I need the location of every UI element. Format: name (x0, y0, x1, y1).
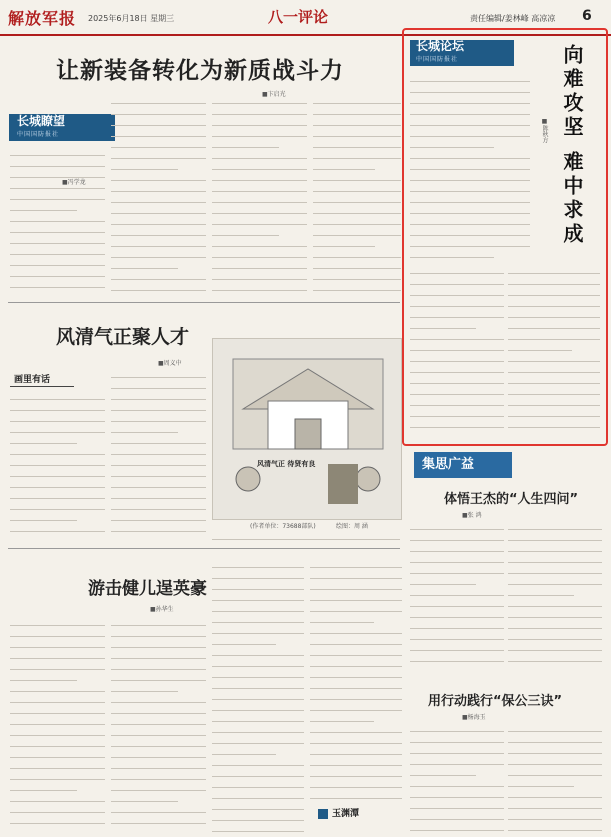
changcheng-text-col-1 (410, 74, 530, 260)
jisi-headline: 体悟王杰的“人生四问” (444, 492, 579, 507)
xingdong-text-col-2 (508, 724, 602, 832)
fengqi-text-col-2 (111, 370, 206, 537)
youji-headline: 游击健儿逞英豪 (88, 579, 207, 599)
divider (8, 302, 400, 303)
main-text-col-4 (313, 96, 401, 298)
star-icon (318, 809, 328, 819)
youji-byline: ■孙华生 (150, 606, 174, 613)
youji-text-col-2 (111, 618, 206, 832)
main-text-col-2 (111, 96, 206, 298)
changcheng-headline: 向难攻坚 难中求成 (560, 44, 584, 247)
cartoon-sign: 风清气正 待贤有良 (257, 460, 316, 468)
kicker-changcheng-luntan (410, 40, 514, 66)
kicker-label: 长城瞭望 (17, 114, 66, 128)
changcheng-text-col-2 (410, 266, 504, 436)
editors: 责任编辑/姜林峰 高凉凉 (470, 14, 556, 23)
jisi-byline: ■张 鸿 (462, 512, 482, 519)
fengqi-text-bottom (212, 532, 400, 546)
yuyuantan-label (318, 806, 398, 824)
jisi-text-col-2 (508, 522, 602, 672)
section-title: 八一评论 (268, 8, 329, 26)
cartoon-caption: (作者单位：73688部队) (250, 523, 316, 530)
kicker-sublabel: 中国国防报社 (416, 56, 459, 63)
xingdong-byline: ■杨海玉 (462, 714, 486, 721)
issue-date: 2025年6月18日 星期三 (88, 14, 175, 23)
changcheng-text-col-3 (508, 266, 600, 436)
youji-text-col-1 (10, 618, 105, 832)
fengqi-text-col-1 (10, 392, 105, 537)
fengqi-headline: 风清气正聚人才 (56, 326, 190, 348)
main-byline: ■卞启光 (262, 91, 286, 98)
editorial-cartoon (212, 338, 402, 520)
jisi-text-col-1 (410, 522, 504, 672)
yuyuantan-text: 玉渊潭 (332, 809, 360, 819)
banner-jisi-guangyi: 集思广益 (414, 452, 512, 478)
chengzhou-author: ■冯学龙 (62, 179, 86, 186)
main-text-col-1 (10, 148, 105, 298)
kicker-label: 长城论坛 (416, 39, 465, 53)
page-number: 6 (582, 8, 592, 24)
xingdong-text-col-1 (410, 724, 504, 832)
cartoon-illustration (213, 339, 401, 519)
kicker-changcheng-liaowang (9, 114, 115, 141)
fengqi-byline: ■周义中 (158, 360, 182, 367)
divider (8, 548, 400, 549)
main-text-col-3 (212, 96, 307, 298)
main-headline: 让新装备转化为新质战斗力 (56, 58, 344, 84)
changcheng-byline: ■陈秋方 (541, 118, 548, 143)
masthead: 解放军报 (8, 9, 77, 28)
youji-text-col-3 (212, 560, 304, 832)
xingdong-headline: 用行动践行“保公三诀” (428, 694, 563, 709)
kicker-sublabel: 中国国防报社 (17, 131, 60, 138)
youji-text-col-4 (310, 560, 402, 805)
cartoon-credit: 绘图：周 涵 (336, 523, 368, 530)
huaqing-label: 画里有话 (10, 372, 74, 387)
